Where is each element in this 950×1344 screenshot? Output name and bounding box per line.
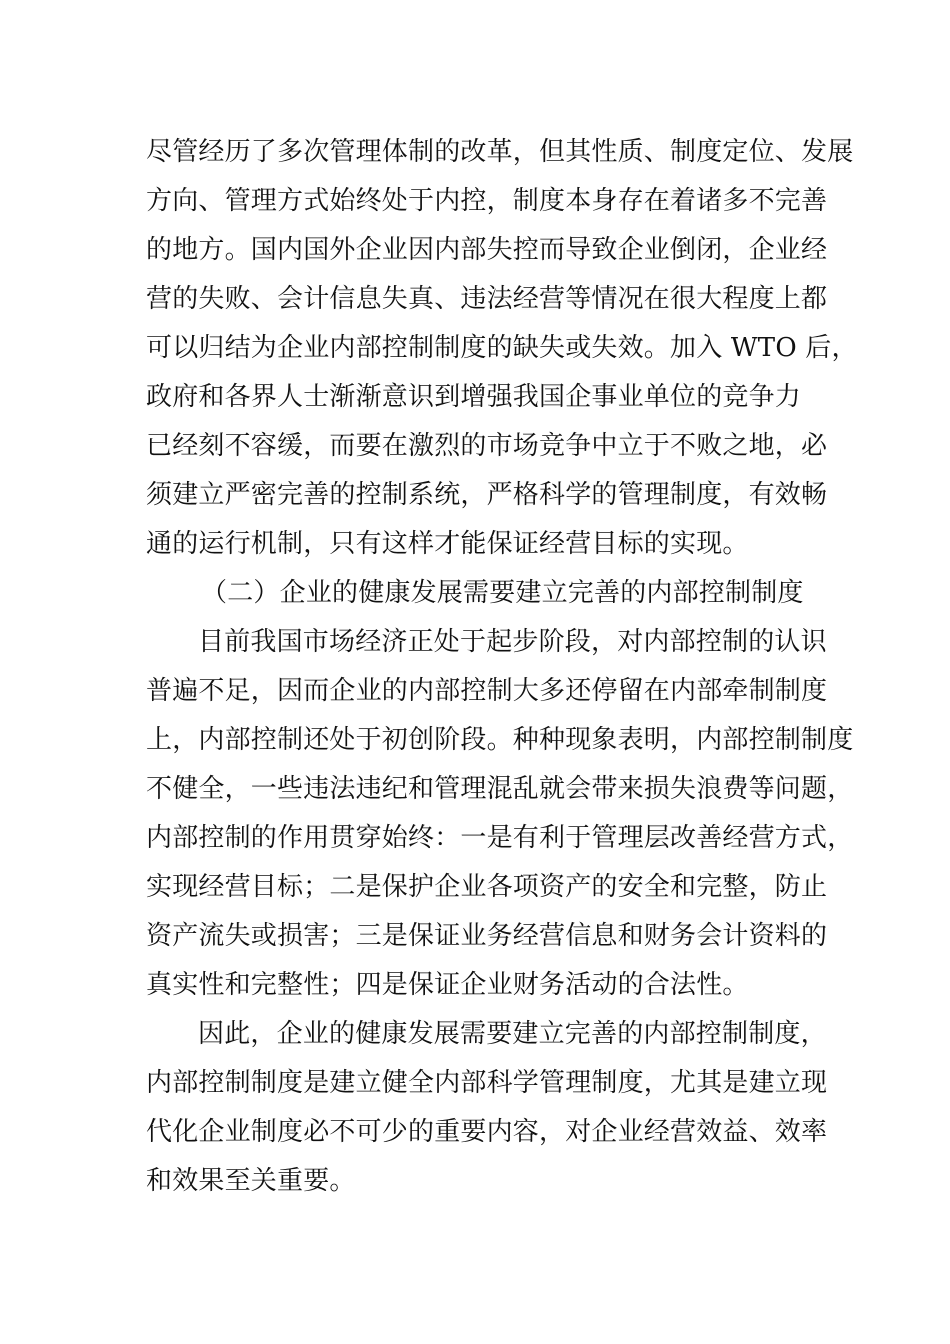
text-line: 和效果至关重要。 — [146, 1166, 356, 1196]
text-line: 资产流失或损害；三是保证业务经营信息和财务会计资料的 — [146, 921, 828, 951]
text-line: 上，内部控制还处于初创阶段。种种现象表明，内部控制制度 — [146, 725, 854, 755]
text-line: 普遍不足，因而企业的内部控制大多还停留在内部牵制制度 — [146, 676, 828, 706]
paragraph-conclusion — [146, 1010, 828, 1206]
text-line: 真实性和完整性；四是保证企业财务活动的合法性。 — [146, 970, 749, 1000]
text-line: 不健全，一些违法违纪和管理混乱就会带来损失浪费等问题， — [146, 774, 854, 804]
text-line: 目前我国市场经济正处于起步阶段，对内部控制的认识 — [198, 627, 827, 657]
text-line: 的地方。国内国外企业因内部失控而导致企业倒闭，企业经 — [146, 235, 828, 265]
section-heading — [146, 569, 816, 618]
text-line: 尽管经历了多次管理体制的改革，但其性质、制度定位、发展 — [146, 137, 854, 167]
document-body — [146, 128, 858, 1206]
text-line: 营的失败、会计信息失真、违法经营等情况在很大程度上都 — [146, 284, 828, 314]
text-line: 内部控制的作用贯穿始终：一是有利于管理层改善经营方式， — [146, 823, 854, 853]
text-line: 政府和各界人士渐渐意识到增强我国企事业单位的竞争力 — [146, 382, 802, 412]
paragraph-body — [146, 618, 854, 1010]
text-line: 内部控制制度是建立健全内部科学管理制度，尤其是建立现 — [146, 1068, 828, 1098]
paragraph-continuation — [146, 128, 858, 569]
text-line: 因此，企业的健康发展需要建立完善的内部控制制度， — [198, 1019, 827, 1049]
text-line: 须建立严密完善的控制系统，严格科学的管理制度，有效畅 — [146, 480, 828, 510]
text-line: 代化企业制度必不可少的重要内容，对企业经营效益、效率 — [146, 1117, 828, 1147]
text-line: 方向、管理方式始终处于内控，制度本身存在着诸多不完善 — [146, 186, 828, 216]
text-line: 可以归结为企业内部控制制度的缺失或失效。加入 WTO 后， — [146, 333, 858, 363]
heading-line: （二）企业的健康发展需要建立完善的内部控制制度 — [201, 578, 804, 608]
text-line: 实现经营目标；二是保护企业各项资产的安全和完整，防止 — [146, 872, 828, 902]
text-line: 已经刻不容缓，而要在激烈的市场竞争中立于不败之地，必 — [146, 431, 828, 461]
text-line: 通的运行机制，只有这样才能保证经营目标的实现。 — [146, 529, 749, 559]
